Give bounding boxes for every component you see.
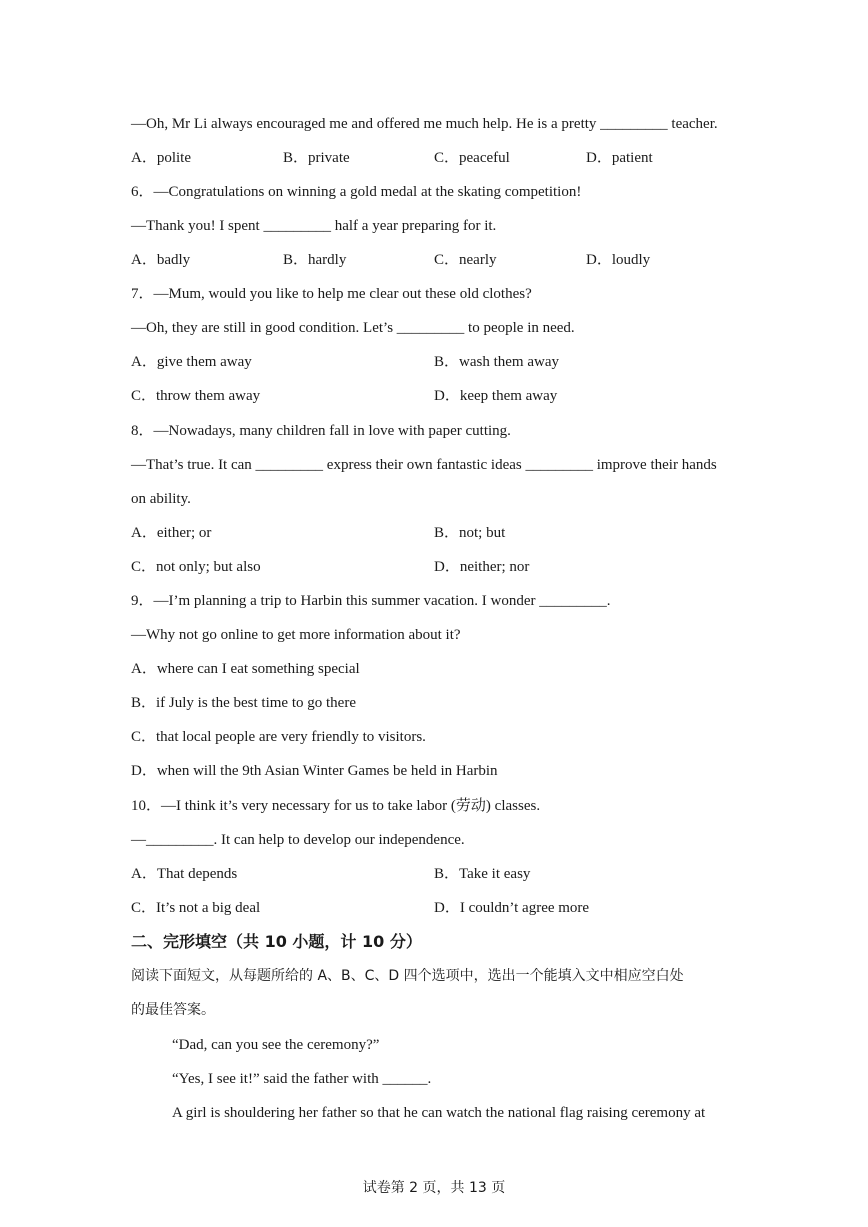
q5-option-c: C．peaceful xyxy=(434,150,510,166)
q10-option-d: D．I couldn’t agree more xyxy=(434,900,590,916)
q10-option-b: B．Take it easy xyxy=(434,866,531,882)
q5-stem-line: —Oh, Mr Li always encouraged me and offered me much help. He is a pretty _________ teacher. xyxy=(131,116,718,132)
q8-stem-line-2: —That’s true. It can _________ express their own fantastic ideas _________ improve their hands xyxy=(131,457,717,473)
q7-option-d: D．keep them away xyxy=(434,388,558,404)
q7-stem-line-1: 7．—Mum, would you like to help me clear out these old clothes? xyxy=(131,286,532,302)
q9-option-d: D．when will the 9th Asian Winter Games be held in Harbin xyxy=(131,763,498,779)
q8-option-a: A．either; or xyxy=(131,525,212,541)
q9-option-c: C．that local people are very friendly to visitors. xyxy=(131,729,426,745)
q6-option-b: B．hardly xyxy=(283,252,347,268)
q10-stem-line-2: —_________. It can help to develop our independence. xyxy=(131,832,465,848)
q6-option-a: A．badly xyxy=(131,252,191,268)
q9-option-a: A．where can I eat something special xyxy=(131,661,360,677)
q6-stem-line-1: 6．—Congratulations on winning a gold medal at the skating competition! xyxy=(131,184,582,200)
q5-option-d: D．patient xyxy=(586,150,653,166)
q8-option-b: B．not; but xyxy=(434,525,506,541)
passage-line-1: “Dad, can you see the ceremony?” xyxy=(172,1037,380,1053)
q10-stem-line-1: 10．—I think it’s very necessary for us to take labor (劳动) classes. xyxy=(131,798,541,814)
q6-stem-line-2: —Thank you! I spent _________ half a year preparing for it. xyxy=(131,218,497,234)
q5-option-a: A．polite xyxy=(131,150,191,166)
q7-option-b: B．wash them away xyxy=(434,354,559,370)
q5-option-b: B．private xyxy=(283,150,350,166)
passage-line-2: “Yes, I see it!” said the father with ______. xyxy=(172,1071,432,1087)
q8-stem-line-3: on ability. xyxy=(131,491,191,507)
q7-option-a: A．give them away xyxy=(131,354,252,370)
q6-option-c: C．nearly xyxy=(434,252,497,268)
q7-option-c: C．throw them away xyxy=(131,388,261,404)
q10-option-a: A．That depends xyxy=(131,866,238,882)
q9-stem-line-2: —Why not go online to get more information about it? xyxy=(131,627,461,643)
section-2-instruction-line-1: 阅读下面短文，从每题所给的 A、B、C、D 四个选项中，选出一个能填入文中相应空白处 xyxy=(131,968,684,984)
q7-stem-line-2: —Oh, they are still in good condition. Let’s _________ to people in need. xyxy=(131,320,575,336)
q6-option-d: D．loudly xyxy=(586,252,651,268)
q8-stem-line-1: 8．—Nowadays, many children fall in love with paper cutting. xyxy=(131,423,511,439)
q10-option-c: C．It’s not a big deal xyxy=(131,900,261,916)
page-footer: 试卷第 2 页，共 13 页 xyxy=(362,1180,506,1196)
passage-line-3: A girl is shouldering her father so that he can watch the national flag raising ceremony at xyxy=(172,1105,706,1121)
q9-stem-line-1: 9．—I’m planning a trip to Harbin this summer vacation. I wonder _________. xyxy=(131,593,611,609)
section-2-instruction-line-2: 的最佳答案。 xyxy=(131,1002,215,1018)
q8-option-c: C．not only; but also xyxy=(131,559,261,575)
section-2-title: 二、完形填空（共 10 小题，计 10 分） xyxy=(131,932,422,951)
q8-option-d: D．neither; nor xyxy=(434,559,530,575)
q9-option-b: B．if July is the best time to go there xyxy=(131,695,356,711)
